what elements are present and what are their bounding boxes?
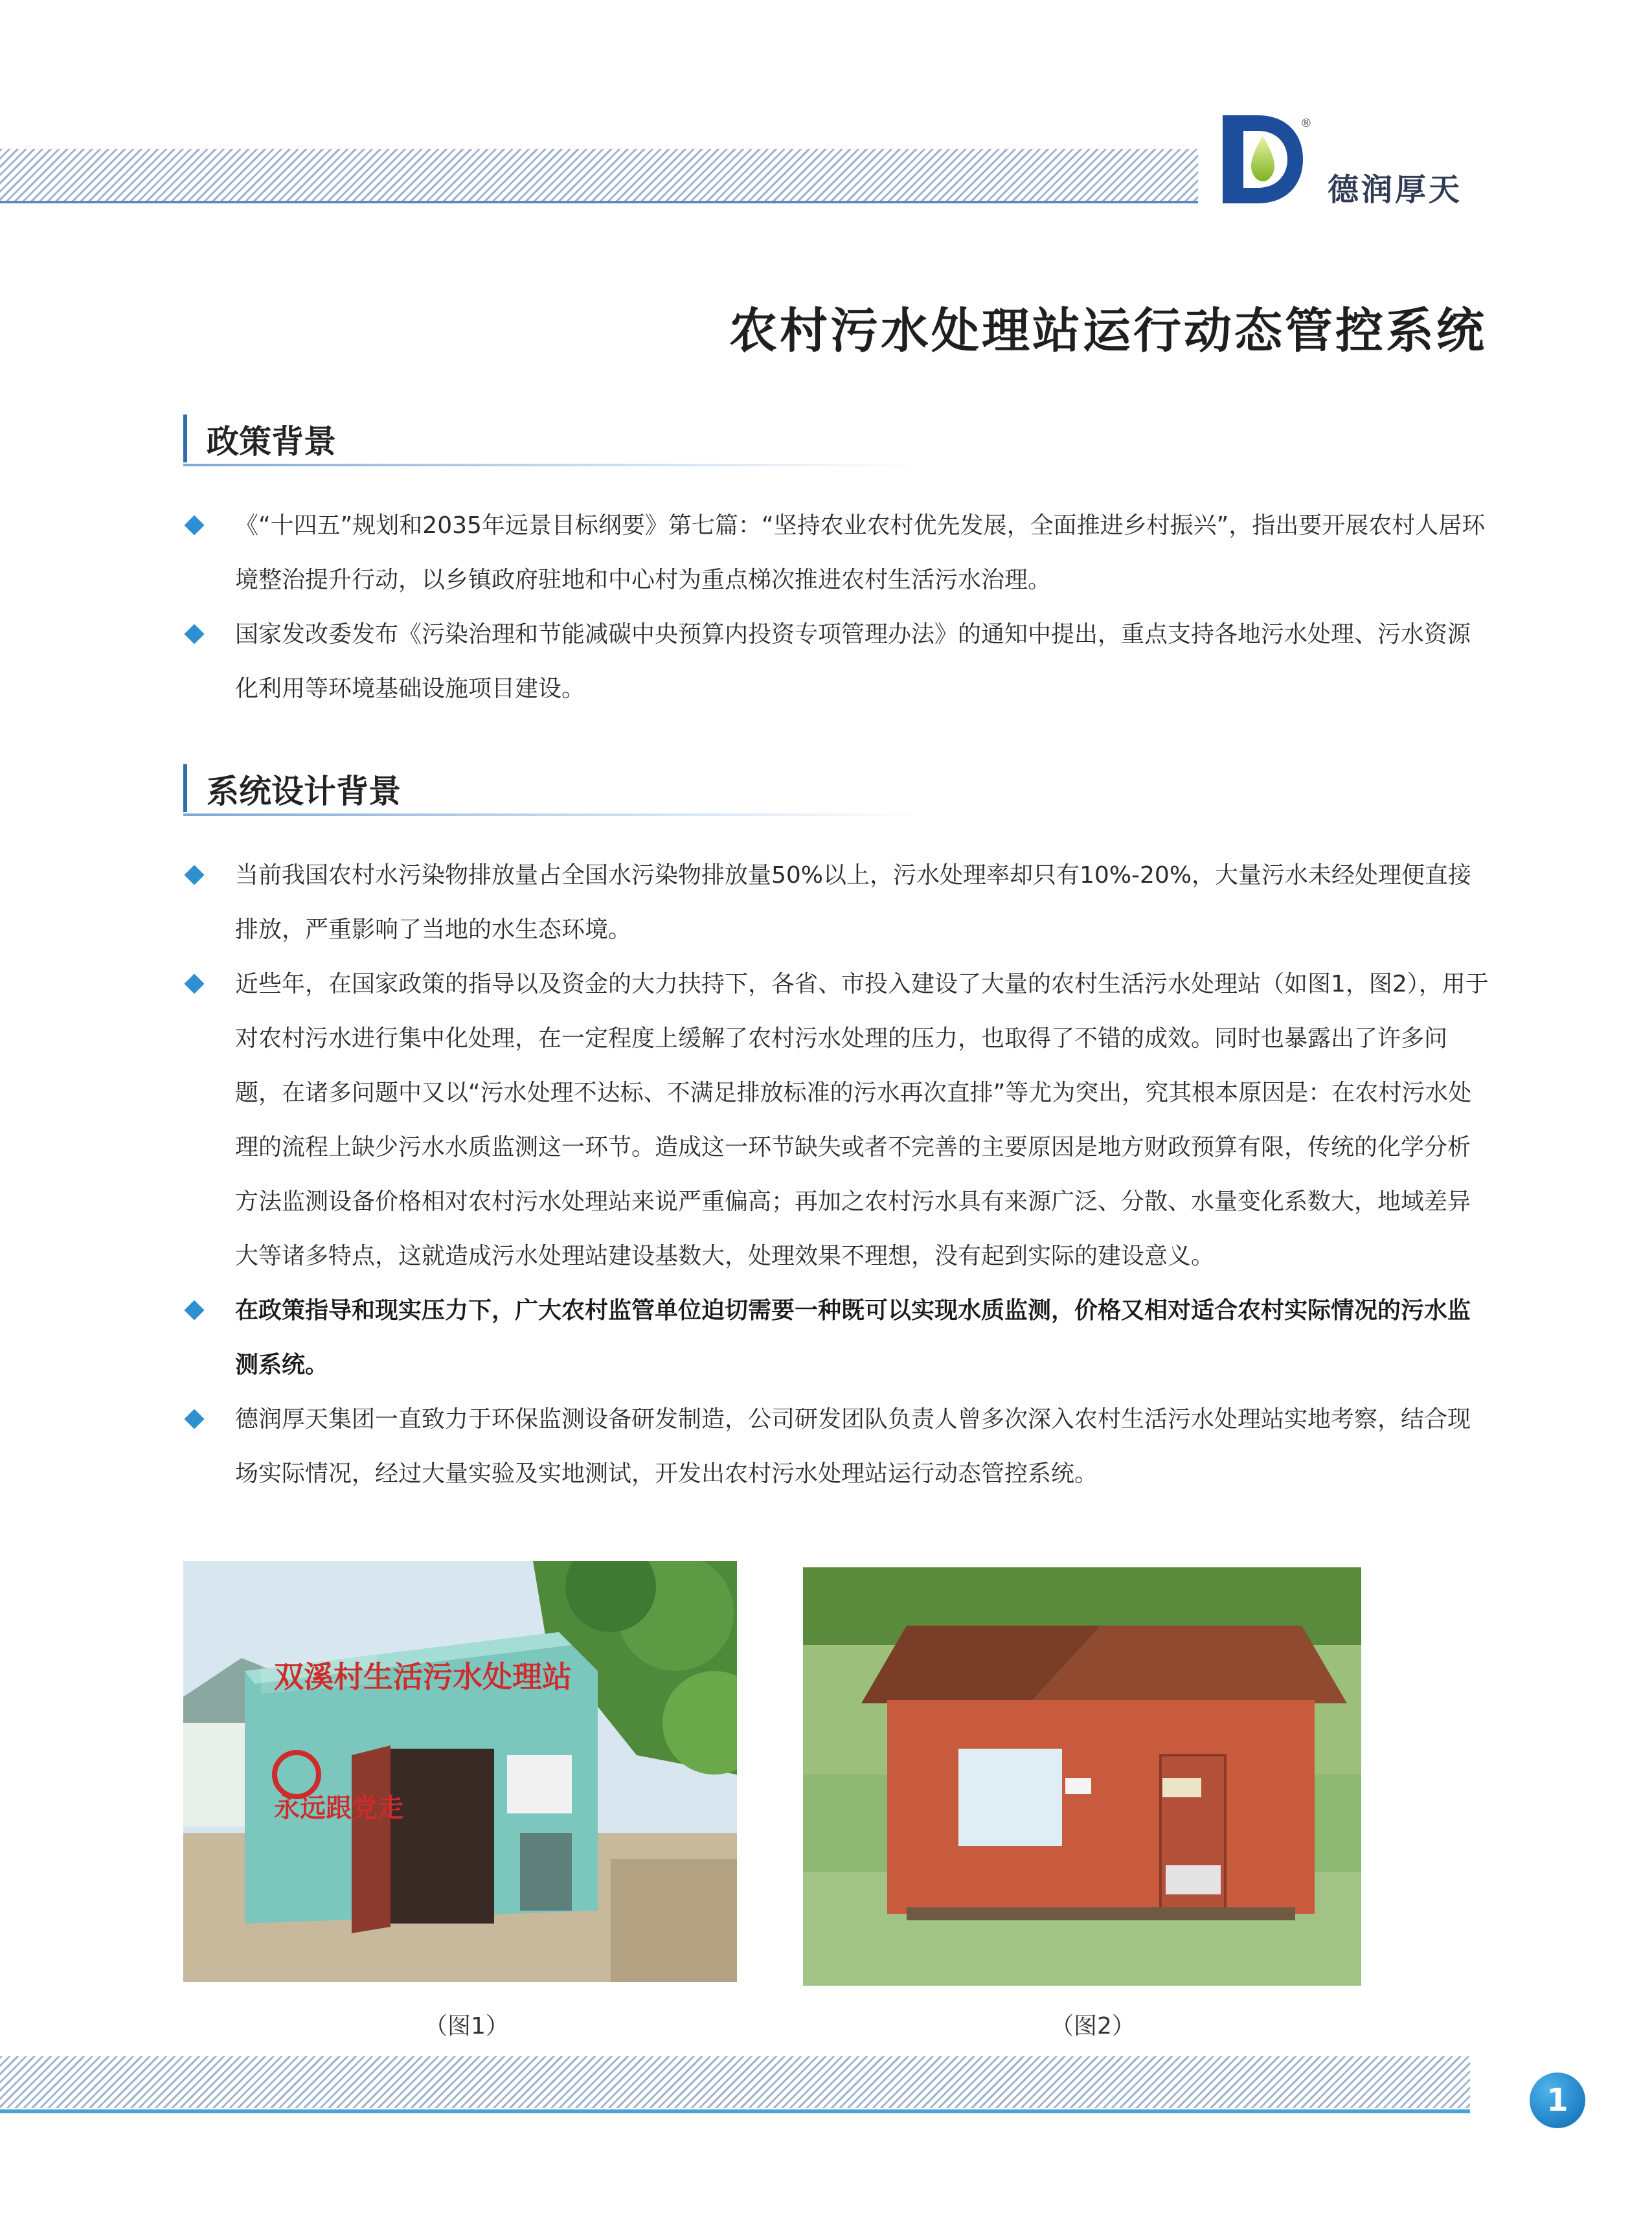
section-heading-label: 系统设计背景: [207, 773, 401, 810]
sign-slogan: 永远跟党走: [274, 1793, 403, 1823]
diamond-bullet-icon: [184, 973, 204, 994]
section-heading-policy: [183, 415, 928, 469]
footer-rule: [0, 2109, 1470, 2113]
header-rule: [0, 201, 1198, 203]
diamond-bullet-icon: [184, 515, 204, 535]
list-item: [183, 499, 1491, 608]
bullet-text: 《“十四五”规划和2035年远景目标纲要》第七篇：“坚持农业农村优先发展，全面推进乡村振兴”，指出要开展农村人居环境整治提升行动，以乡镇政府驻地和中心村为重点梯次推进农村生活污水治理。: [235, 512, 1486, 593]
diamond-bullet-icon: [184, 1409, 204, 1429]
bullet-text: 国家发改委发布《污染治理和节能减碳中央预算内投资专项管理办法》的通知中提出，重点支持各地污水处理、污水资源化利用等环境基础设施项目建设。: [235, 621, 1471, 702]
design-bullet-list: [183, 848, 1491, 1501]
brand-logo: [1217, 111, 1489, 209]
page-number: 1: [1530, 2073, 1585, 2128]
list-item: [183, 957, 1491, 1284]
heading-underline: [183, 464, 928, 466]
policy-bullet-list: [183, 499, 1491, 716]
diamond-bullet-icon: [184, 624, 204, 644]
registered-mark: ®: [1300, 117, 1312, 130]
footer-stripe-band: [0, 2056, 1470, 2108]
section-heading-design: [183, 764, 928, 819]
bullet-text: 德润厚天集团一直致力于环保监测设备研发制造，公司研发团队负责人曾多次深入农村生活污水处理站实地考察，结合现场实际情况，经过大量实验及实地测试，开发出农村污水处理站运行动态管控系统。: [235, 1406, 1471, 1487]
brand-name: 德润厚天: [1328, 172, 1463, 208]
heading-underline: [183, 813, 928, 816]
figure-1-photo: [183, 1561, 737, 1982]
bullet-text: 在政策指导和现实压力下，广大农村监管单位迫切需要一种既可以实现水质监测，价格又相对适合农村实际情况的污水监测系统。: [235, 1297, 1471, 1378]
diamond-bullet-icon: [184, 1300, 204, 1320]
page-title: 农村污水处理站运行动态管控系统: [729, 303, 1487, 359]
heading-bar: [183, 415, 187, 462]
heading-bar: [183, 764, 187, 812]
figure-2-photo: [803, 1567, 1361, 1986]
bullet-text: 当前我国农村水污染物排放量占全国水污染物排放量50%以上，污水处理率却只有10%-20%，大量污水未经处理便直接排放，严重影响了当地的水生态环境。: [235, 862, 1472, 943]
sign-station-name: 双溪村生活污水处理站: [274, 1659, 572, 1694]
bullet-text: 近些年，在国家政策的指导以及资金的大力扶持下，各省、市投入建设了大量的农村生活污水处理站（如图1，图2），用于对农村污水进行集中化处理，在一定程度上缓解了农村污水处理的压力，也取得了不错的成效。同时也暴露出了许多问题，在诸多问题中又以“污水处理不达标、不满足排放标准的污水再次直排”等尤为突出，究其根本原因是：在农村污水处理的流程上缺少污水水质监测这一环节。造成这一环节缺失或者不完善的主要原因是地方财政预算有限，传统的化学分析方法监测设备价格相对农村污水处理站来说严重偏高；再加之农村污水具有来源广泛、分散、水量变化系数大，地域差异大等诸多特点，这就造成污水处理站建设基数大，处理效果不理想，没有起到实际的建设意义。: [235, 971, 1489, 1269]
list-item: [183, 1392, 1491, 1501]
section-heading-label: 政策背景: [207, 423, 336, 460]
list-item: [183, 608, 1491, 716]
figure-1-caption: （图1）: [424, 2013, 509, 2039]
list-item: [183, 848, 1491, 957]
diamond-bullet-icon: [184, 865, 204, 885]
figure-2-caption: （图2）: [1050, 2013, 1135, 2039]
list-item: [183, 1284, 1491, 1392]
header-stripe-band: [0, 149, 1198, 201]
